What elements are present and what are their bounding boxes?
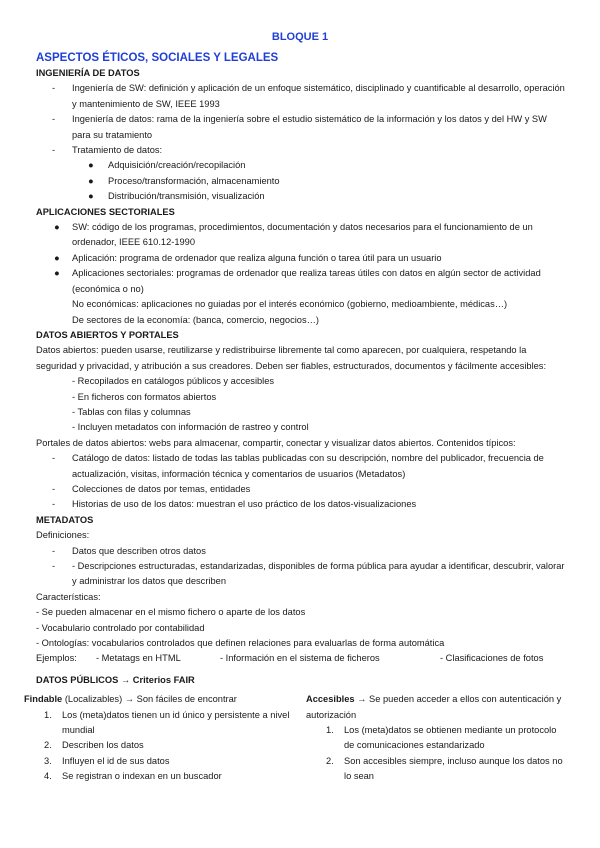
paragraph-sectores-economia: De sectores de la economía: (banca, comercio, negocios…) bbox=[72, 314, 320, 325]
bullet-marker: ● bbox=[54, 252, 60, 263]
list-item bbox=[24, 708, 300, 739]
sub-list-item-text: Distribución/transmisión, visualización bbox=[108, 191, 265, 202]
list-item bbox=[36, 482, 568, 497]
list-item-text: Influyen el id de sus datos bbox=[62, 755, 170, 766]
bullet-marker: ● bbox=[88, 160, 94, 171]
list-item-text: Los (meta)datos tienen un id único y persistente a nivel mundial bbox=[62, 709, 290, 736]
list-item-text: Se registran o indexan en un buscador bbox=[62, 771, 222, 782]
ejemplos-row bbox=[36, 651, 568, 666]
list-item: - Ontologías: vocabularios controlados que definen relaciones para evaluarlas de forma automática bbox=[36, 638, 445, 649]
list-item bbox=[36, 559, 568, 590]
list-item bbox=[24, 769, 300, 784]
dash-marker: - bbox=[52, 145, 56, 156]
list-item-text: Tratamiento de datos: bbox=[72, 145, 163, 156]
ejemplo-item: - Clasificaciones de fotos bbox=[440, 653, 544, 664]
heading-aplicaciones: APLICACIONES SECTORIALES bbox=[36, 206, 175, 217]
document-title: BLOQUE 1 bbox=[271, 31, 329, 43]
list-item-text: Aplicación: programa de ordenador que realiza alguna función o tarea útil para un usuario bbox=[72, 252, 442, 263]
number-marker: 4. bbox=[44, 771, 52, 782]
list-item bbox=[36, 266, 568, 297]
list-item-text: Historias de uso de los datos: muestran el uso práctico de los datos-visualizaciones bbox=[72, 499, 417, 510]
paragraph-datos-abiertos: Datos abiertos: pueden usarse, reutilizarse y redistribuirse libremente tal como aparecen, por cualquiera, respetando la seguridad y privacidad, y atribución a sus creadores. Deben ser fiables, estructurados, documentos y fácilmente accesibles: bbox=[36, 345, 547, 371]
list-item bbox=[24, 738, 300, 753]
dash-marker: - bbox=[52, 483, 56, 494]
list-item-text: Son accesibles siempre, incluso aunque los datos no lo sean bbox=[344, 755, 563, 782]
document-body bbox=[24, 66, 568, 792]
list-item-text: Describen los datos bbox=[62, 740, 144, 751]
sub-list-item bbox=[36, 189, 568, 204]
list-item bbox=[36, 112, 568, 143]
list-item-text: SW: código de los programas, procedimientos, documentación y datos necesarios para el funcionamiento de un ordenador, IEEE 610.12-1990 bbox=[72, 222, 533, 248]
number-marker: 1. bbox=[326, 725, 334, 736]
findable-heading bbox=[24, 692, 300, 707]
list-item bbox=[36, 251, 568, 266]
dash-marker: - bbox=[52, 114, 56, 125]
sub-list-item-text: Proceso/transformación, almacenamiento bbox=[108, 175, 280, 186]
number-marker: 3. bbox=[44, 755, 52, 766]
list-item: - Vocabulario controlado por contabilidad bbox=[36, 622, 205, 633]
list-item bbox=[36, 220, 568, 251]
dash-marker: - bbox=[52, 499, 56, 510]
fair-column-accesibles bbox=[306, 692, 568, 784]
label-definiciones: Definiciones: bbox=[36, 530, 90, 541]
sub-list-item bbox=[36, 174, 568, 189]
findable-description: (Localizables) → Son fáciles de encontrar bbox=[62, 694, 237, 705]
heading-datos-abiertos: DATOS ABIERTOS Y PORTALES bbox=[36, 329, 179, 340]
list-item: - Incluyen metadatos con información de rastreo y control bbox=[72, 422, 309, 433]
list-item bbox=[36, 451, 568, 482]
sub-list-item bbox=[36, 158, 568, 173]
list-item-text: Colecciones de datos por temas, entidades bbox=[72, 483, 251, 494]
heading-ingenieria: INGENIERÍA DE DATOS bbox=[36, 68, 140, 78]
list-item bbox=[306, 723, 568, 754]
accesibles-label: Accesibles bbox=[306, 694, 355, 705]
list-item: - Se pueden almacenar en el mismo fichero o aparte de los datos bbox=[36, 607, 306, 618]
list-item bbox=[36, 544, 568, 559]
label-ejemplos: Ejemplos: bbox=[36, 653, 77, 664]
fair-column-findable bbox=[24, 692, 300, 784]
ejemplo-item: - Metatags en HTML bbox=[96, 653, 181, 664]
bullet-marker: ● bbox=[54, 268, 60, 279]
heading-metadatos: METADATOS bbox=[36, 514, 94, 525]
dash-marker: - bbox=[52, 561, 56, 571]
list-item: - Recopilados en catálogos públicos y accesibles bbox=[72, 376, 275, 387]
fair-columns bbox=[24, 692, 568, 792]
label-caracteristicas: Características: bbox=[36, 591, 101, 602]
list-item bbox=[306, 754, 568, 785]
bullet-marker: ● bbox=[88, 175, 94, 186]
list-item-text: Aplicaciones sectoriales: programas de ordenador que realiza tareas útiles con datos en algún sector de actividad (económica o no) bbox=[72, 268, 541, 294]
ejemplo-item: - Información en el sistema de ficheros bbox=[220, 653, 380, 664]
list-item-text: Datos que describen otros datos bbox=[72, 545, 206, 556]
sub-list-item-text: Adquisición/creación/recopilación bbox=[108, 160, 246, 171]
bullet-marker: ● bbox=[88, 191, 94, 202]
paragraph-portales: Portales de datos abiertos: webs para almacenar, compartir, conectar y visualizar datos abiertos. Contenidos típicos: bbox=[36, 437, 516, 448]
heading-fair: DATOS PÚBLICOS → Criterios FAIR bbox=[36, 674, 195, 685]
list-item-text: - Descripciones estructuradas, estandarizadas, disponibles de forma pública para ayudar a identificar, descubrir, valorar y administrar los datos que describen bbox=[72, 561, 565, 587]
list-item: - En ficheros con formatos abiertos bbox=[72, 391, 217, 402]
list-item-text: Catálogo de datos: listado de todas las tablas publicadas con su descripción, nombre del publicador, frecuencia de actualización, visitas, información técnica y comentarios de usuarios (Metadatos) bbox=[72, 453, 544, 479]
list-item-text: Ingeniería de SW: definición y aplicación de un enfoque sistemático, disciplinado y cuantificable al desarrollo, operación y mantenimiento de SW, IEEE 1993 bbox=[72, 83, 565, 109]
list-item bbox=[24, 754, 300, 769]
list-item bbox=[36, 143, 568, 158]
list-item-text: Los (meta)datos se obtienen mediante un protocolo de comunicaciones estandarizado bbox=[344, 725, 557, 751]
section-title: ASPECTOS ÉTICOS, SOCIALES Y LEGALES bbox=[36, 52, 279, 64]
dash-marker: - bbox=[52, 83, 56, 94]
list-item-text: Ingeniería de datos: rama de la ingeniería sobre el estudio sistemático de la información y los datos y del HW y SW para su tratamiento bbox=[72, 114, 547, 140]
dash-marker: - bbox=[52, 453, 56, 464]
accesibles-heading bbox=[306, 692, 568, 723]
number-marker: 1. bbox=[44, 709, 52, 720]
number-marker: 2. bbox=[326, 755, 334, 766]
dash-marker: - bbox=[52, 545, 56, 556]
list-item bbox=[36, 81, 568, 112]
accesibles-description: → Se pueden acceder a ellos con autenticación y autorización bbox=[306, 694, 562, 720]
paragraph-no-economicas: No económicas: aplicaciones no guiadas por el interés económico (gobierno, medioambiente, médicas…) bbox=[72, 299, 508, 310]
list-item bbox=[36, 497, 568, 512]
findable-label: Findable bbox=[24, 694, 63, 705]
bullet-marker: ● bbox=[54, 222, 60, 233]
list-item: - Tablas con filas y columnas bbox=[72, 406, 191, 417]
number-marker: 2. bbox=[44, 740, 52, 751]
